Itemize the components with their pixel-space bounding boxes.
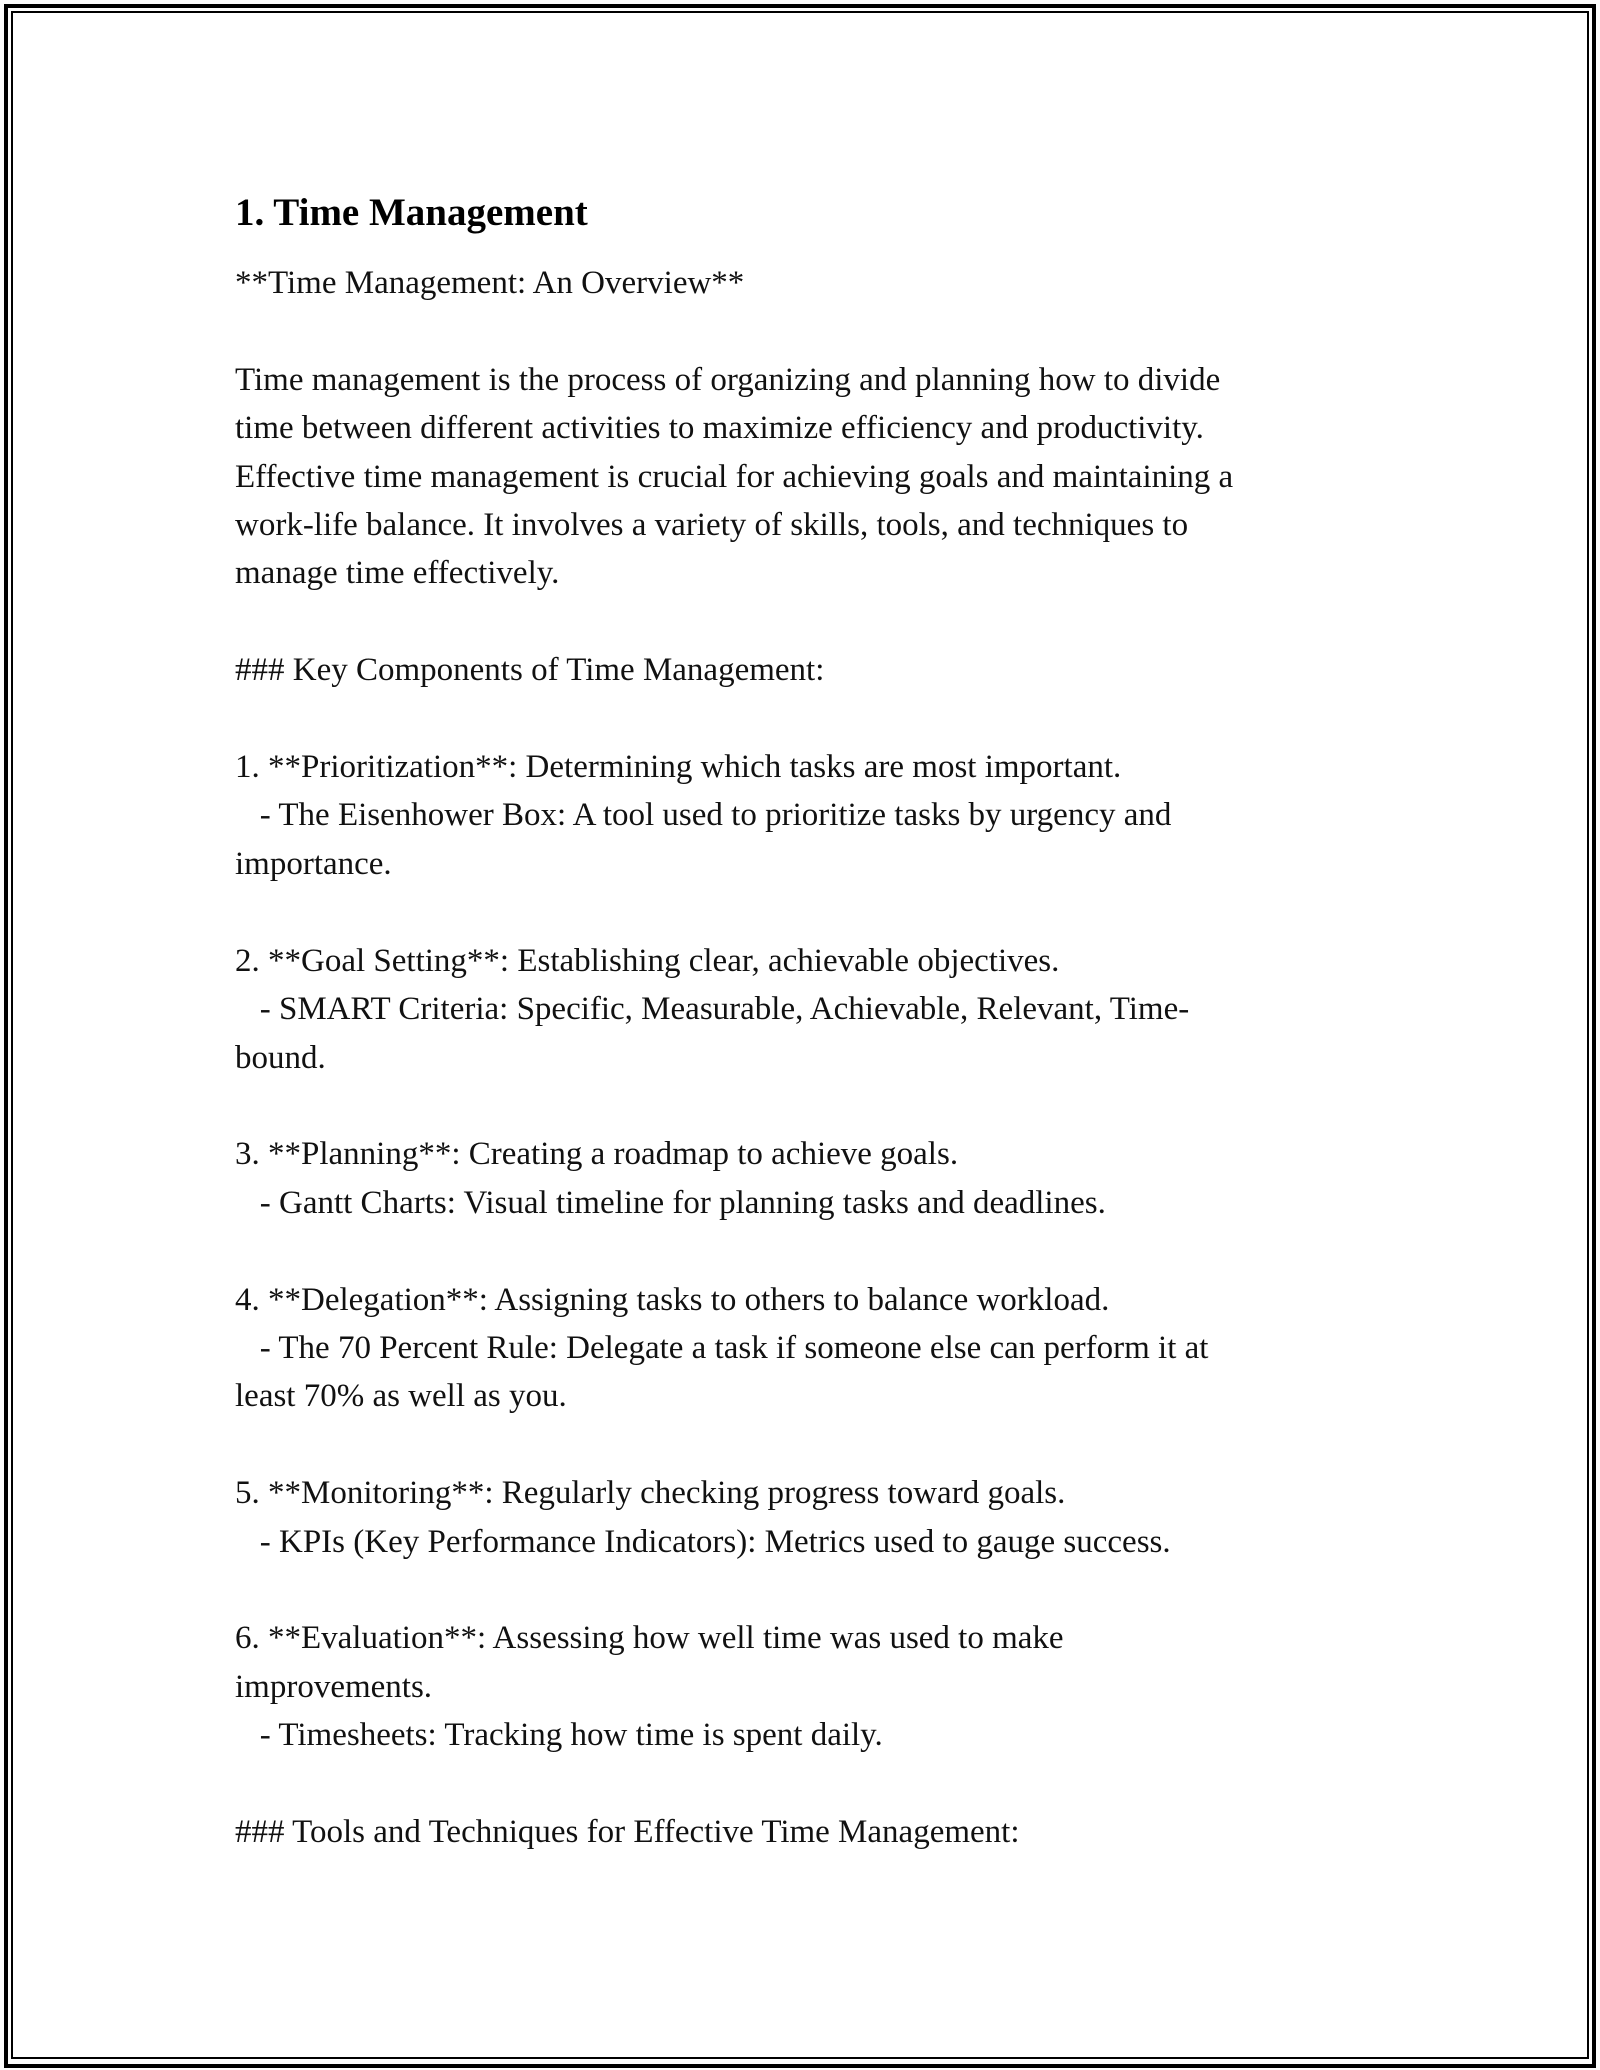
body-text: **Time Management: An Overview** Time management is the process of organizing and planning how to divide time between different activities to maximize efficiency and productivity. Effective time management is crucial for achieving goals and maintaining a work-life balance. It involves a variety of skills, tools, and techniques to manage time effectively. ### Key Components of Time Management: 1. **Prioritization**: Determining which tasks are most important. - The Eisenhower Box: A tool used to prioritize tasks by urgency and importance. 2. **Goal Setting**: Establishing clear, achievable objectives. - SMART Criteria: Specific, Measurable, Achievable, Relevant, Time- bound. 3. **Planning**: Creating a roadmap to achieve goals. - Gantt Charts: Visual timeline for planning tasks and deadlines. 4. **Delegation**: Assigning tasks to others to balance workload. - The 70 Percent Rule: Delegate a task if someone else can perform it at least 70% as well as you. 5. **Monitoring**: Regularly checking progress toward goals. - KPIs (Key Performance Indicators): Metrics used to gauge success. 6. **Evaluation**: Assessing how well time was used to make improvements. - Timesheets: Tracking how time is spent daily. ### Tools and Techniques for Effective Time Management:	[235, 265, 1234, 1850]
document-page	[235, 185, 1365, 1856]
section-heading: 1. Time Management	[235, 191, 588, 234]
